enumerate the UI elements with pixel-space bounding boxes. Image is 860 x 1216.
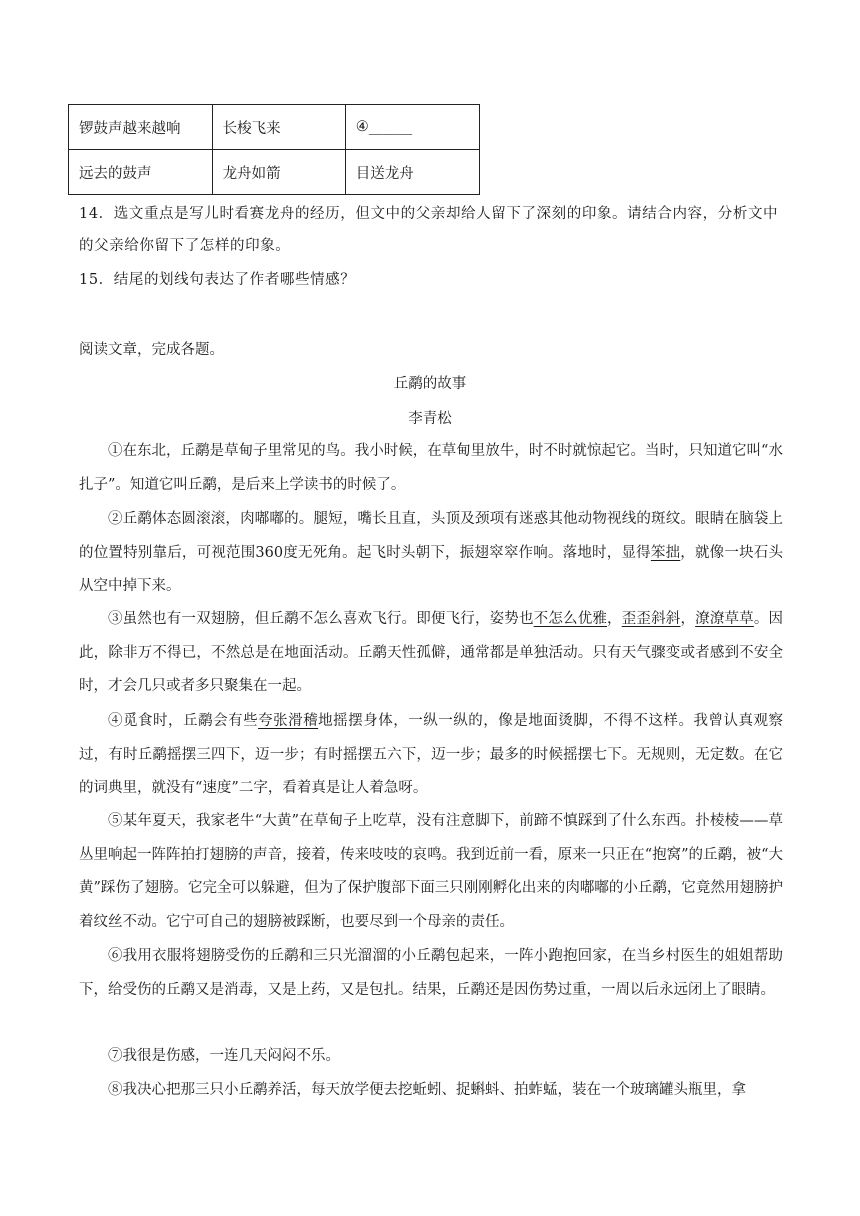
- paragraph-text: 地摇摆身体，一纵一纵的，像是地面烫脚，不得不这样。我曾认真观察过，有时丘鹬摇摆三四下，迈一步；有时摇摆五六下，迈一步；最多的时候摇摆七下。无规则，无定数。在它的词典里，就没有“速度”二字，看着真是让人着急呀。: [79, 713, 784, 796]
- table-row: [69, 105, 480, 150]
- question-14-line-1: 14．选文重点是写儿时看赛龙舟的经历，但文中的父亲却给人留下了深刻的印象。请结合内容，分析文中: [79, 206, 779, 222]
- paragraph-4: [79, 705, 783, 806]
- paragraph-7: ⑦我很是伤感，一连几天闷闷不乐。: [108, 1048, 340, 1064]
- paragraph-text: ④觅食时，丘鹬会有些: [108, 713, 259, 729]
- table-cell: 锣鼓声越来越响: [69, 105, 213, 150]
- paragraph-text: ，: [607, 611, 622, 627]
- article-author: 李青松: [408, 411, 452, 427]
- table-cell-blank: ④______: [345, 105, 479, 150]
- paragraph-text: ②丘鹬体态圆滚滚，肉嘟嘟的。腿短，嘴长且直，头顶及颈项有迷惑其他动物视线的斑纹。眼睛在脑袋上的位置特别靠后，可视范围360度无死角。起飞时头朝下，振翅窣窣作响。落地时，显得: [79, 511, 783, 561]
- paragraph-text: ③虽然也有一双翅膀，但丘鹬不怎么喜欢飞行。即便飞行，姿势也: [108, 611, 534, 627]
- paragraph-text: ，: [680, 611, 696, 627]
- paragraph-5: ⑤某年夏天，我家老牛“大黄”在草甸子上吃草，没有注意脚下，前蹄不慎踩到了什么东西。扑棱棱——草丛里响起一阵阵拍打翅膀的声音，接着，传来吱吱的哀鸣。我到近前一看，原来一只正在“抱窝”的丘鹬，被“大黄”踩伤了翅膀。它完全可以躲避，但为了保护腹部下面三只刚刚孵化出来的肉嘟嘟的小丘鹬，它竟然用翅膀护着纹丝不动。它宁可自己的翅膀被踩断，也要尽到一个母亲的责任。: [79, 813, 783, 930]
- paragraph-text: ，就像一块石头从空中掉下来。: [79, 544, 783, 594]
- underlined-phrase: 歪歪斜斜: [621, 611, 681, 627]
- answer-table: [68, 104, 480, 195]
- underlined-phrase: 不怎么优雅: [533, 611, 608, 627]
- underlined-phrase: 夸张滑稽: [258, 713, 319, 729]
- paragraph-8: ⑧我决心把那三只小丘鹬养活，每天放学便去挖蚯蚓、捉蝌蚪、拍蚱蜢，装在一个玻璃罐头瓶里，拿: [108, 1082, 746, 1098]
- question-14-line-2: 的父亲给你留下了怎样的印象。: [79, 238, 291, 254]
- underlined-phrase: 潦潦草草: [695, 611, 754, 627]
- paragraph-3: [79, 603, 783, 704]
- paragraph-2: [79, 503, 783, 604]
- paragraph-1: ①在东北，丘鹬是草甸子里常见的鸟。我小时候，在草甸里放牛，时不时就惊起它。当时，只知道它叫“水扎子”。知道它叫丘鹬，是后来上学读书的时候了。: [79, 443, 783, 493]
- paragraph-6: ⑥我用衣服将翅膀受伤的丘鹬和三只光溜溜的小丘鹬包起来，一阵小跑抱回家，在当乡村医生的姐姐帮助下，给受伤的丘鹬又是消毒，又是上药，又是包扎。结果，丘鹬还是因伤势过重，一周以后永远闭上了眼睛。: [79, 948, 783, 998]
- underlined-phrase: 笨拙: [650, 544, 681, 561]
- table-cell: 长梭飞来: [212, 105, 345, 150]
- table-cell: 远去的鼓声: [69, 150, 213, 195]
- paragraph-text: 。因此，除非万不得已，不然总是在地面活动。丘鹬天性孤僻，通常都是单独活动。只有天气骤变或者感到不安全时，才会几只或者多只聚集在一起。: [79, 611, 784, 694]
- table-cell: 目送龙舟: [345, 150, 479, 195]
- article-title: 丘鹬的故事: [393, 376, 467, 392]
- question-15: 15．结尾的划线句表达了作者哪些情感？: [79, 272, 356, 288]
- reading-instruction: 阅读文章，完成各题。: [79, 342, 224, 358]
- table-cell: 龙舟如箭: [212, 150, 345, 195]
- table-row: [69, 150, 480, 195]
